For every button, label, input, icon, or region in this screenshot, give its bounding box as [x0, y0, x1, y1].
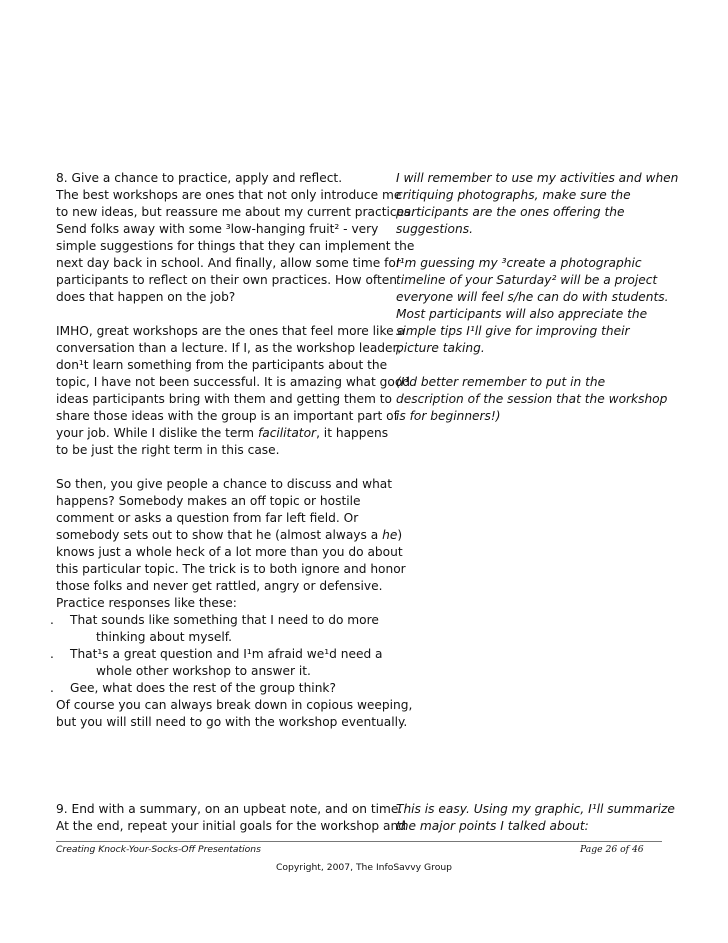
note-line: I¹m guessing my ³create a photographic — [396, 256, 642, 270]
section-9-left — [56, 801, 406, 835]
sothen-line: comment or asks a question from far left field. Or — [56, 511, 359, 525]
italic-word: he — [382, 528, 398, 542]
sothen-line: knows just a whole heck of a lot more than you do about — [56, 545, 403, 559]
list-item — [50, 680, 390, 697]
note-line: is for beginners!) — [396, 409, 501, 423]
body-line: participants to reflect on their own practices. How often — [56, 273, 397, 287]
imho-line: conversation than a lecture. If I, as the workshop leader, — [56, 341, 402, 355]
note-line: timeline of your Saturday² will be a project — [396, 273, 658, 287]
body-line: simple suggestions for things that they can implement the — [56, 239, 415, 253]
sothen-line: Practice responses like these: — [56, 596, 237, 610]
imho-line: share those ideas with the group is an important part of — [56, 409, 398, 423]
sothen-text: somebody sets out to show that he (almost always a — [56, 528, 383, 542]
list-item-continuation: thinking about myself. — [96, 630, 233, 644]
list-item — [50, 646, 390, 663]
section-8-heading: 8. Give a chance to practice, apply and reflect. — [56, 171, 343, 185]
sothen-text: ) — [397, 528, 403, 542]
body-line: does that happen on the job? — [56, 290, 236, 304]
imho-text: , it happens — [316, 426, 389, 440]
list-item — [50, 612, 390, 629]
sothen-line: those folks and never get rattled, angry or defensive. — [56, 579, 383, 593]
imho-line — [56, 425, 390, 442]
note-line: the major points I talked about: — [396, 819, 589, 833]
note-line: Most participants will also appreciate the — [396, 307, 648, 321]
imho-line: don¹t learn something from the participants about the — [56, 358, 388, 372]
body-line: to new ideas, but reassure me about my current practices. — [56, 205, 415, 219]
body-line: At the end, repeat your initial goals for the workshop and — [56, 819, 406, 833]
note-line: description of the session that the workshop — [396, 392, 668, 406]
bullet-marker: . — [50, 613, 54, 627]
imho-line: to be just the right term in this case. — [56, 443, 280, 457]
closing-line: Of course you can always break down in copious weeping, — [56, 698, 413, 712]
sothen-line: this particular topic. The trick is to both ignore and honor — [56, 562, 406, 576]
note-line: critiquing photographs, make sure the — [396, 188, 631, 202]
section-9-heading: 9. End with a summary, on an upbeat note, and on time. — [56, 802, 403, 816]
imho-text: your job. While I dislike the term — [56, 426, 258, 440]
body-line: The best workshops are ones that not only introduce me — [56, 188, 402, 202]
closing-line: but you will still need to go with the workshop eventually. — [56, 715, 408, 729]
note-line: suggestions. — [396, 222, 473, 236]
imho-line: IMHO, great workshops are the ones that feel more like a — [56, 324, 405, 338]
sothen-line: So then, you give people a chance to discuss and what — [56, 477, 393, 491]
note-line: picture taking. — [396, 341, 485, 355]
section-8-right — [396, 170, 679, 425]
sothen-line: happens? Somebody makes an off topic or hostile — [56, 494, 361, 508]
list-item-text: Gee, what does the rest of the group think? — [70, 681, 336, 695]
body-line: Send folks away with some ³low-hanging fruit² - very — [56, 222, 379, 236]
copyright-notice: Copyright, 2007, The InfoSavvy Group — [275, 862, 453, 873]
section-8-left — [50, 170, 415, 731]
imho-line: topic, I have not been successful. It is amazing what good — [56, 375, 411, 389]
bullet-marker: . — [50, 647, 54, 661]
list-item-continuation: whole other workshop to answer it. — [96, 664, 311, 678]
note-line: everyone will feel s/he can do with students. — [396, 290, 669, 304]
page-number: Page 26 of 46 — [580, 844, 644, 855]
footer-divider — [56, 841, 662, 842]
section-9-right — [396, 801, 676, 835]
list-item-text: That sounds like something that I need to do more — [70, 613, 379, 627]
bullet-marker: . — [50, 681, 54, 695]
note-line: I will remember to use my activities and when — [396, 171, 679, 185]
note-line: (I¹d better remember to put in the — [396, 375, 606, 389]
footer-title: Creating Knock-Your-Socks-Off Presentations — [56, 844, 261, 855]
note-line: participants are the ones offering the — [396, 205, 625, 219]
italic-word: facilitator — [257, 426, 317, 440]
note-line: simple tips I¹ll give for improving their — [396, 324, 630, 338]
imho-line: ideas participants bring with them and getting them to — [56, 392, 392, 406]
list-item-text: That¹s a great question and I¹m afraid we¹d need a — [70, 647, 383, 661]
body-line: next day back in school. And finally, allow some time for — [56, 256, 401, 270]
sothen-line — [56, 527, 403, 544]
note-line: This is easy. Using my graphic, I¹ll summarize — [396, 802, 675, 816]
